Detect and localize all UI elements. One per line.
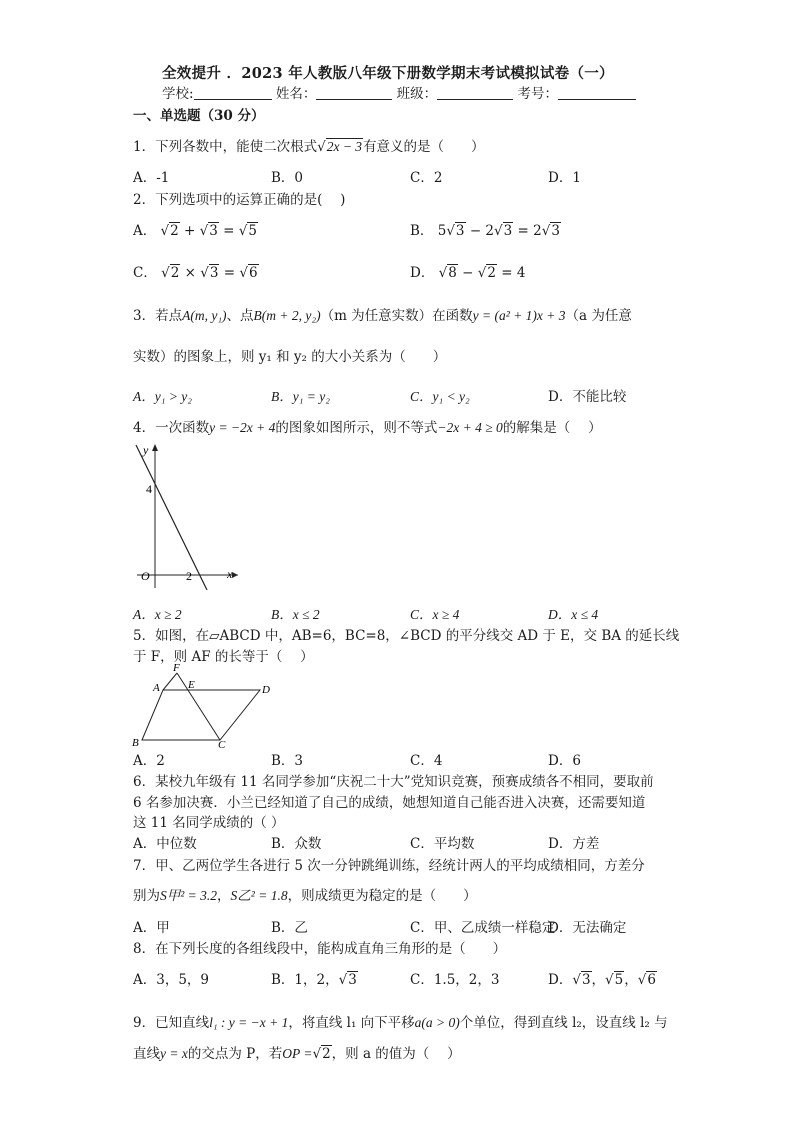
q5-option-d[interactable]: D．6 — [548, 753, 581, 769]
q3-text: （m 为任意实数）在函数 — [320, 308, 473, 324]
exam-no-blank[interactable] — [558, 85, 636, 100]
sqrt-sign-icon: √ — [637, 972, 647, 988]
question-6-stem-line1: 6．某校九年级有 11 名同学参加“庆祝二十大”党知识竞赛，预赛成绩各不相同，要取前 — [133, 774, 654, 790]
sqrt-sign-icon: √ — [312, 1046, 322, 1062]
question-6-stem-line2: 6 名参加决赛．小兰已经知道了自己的成绩，她想知道自己能否进入决赛，还需要知道 — [133, 795, 646, 811]
point-e-label: E — [188, 679, 195, 691]
q8-option-c[interactable]: C．1.5，2，3 — [410, 972, 500, 988]
q3-option-d[interactable]: D．不能比较 — [548, 389, 627, 405]
q3-text: 3．若点 — [133, 308, 183, 324]
sqrt-sign-icon: √ — [161, 265, 170, 281]
separator: ， — [591, 972, 606, 988]
q9-text: 直线 — [133, 1046, 160, 1062]
y-intercept-label: 4 — [146, 482, 152, 496]
line-y-equals-x: y = x — [160, 1046, 188, 1061]
q4-text: 的图象如图所示，则不等式 — [275, 420, 438, 436]
radicand: 2 — [322, 1046, 331, 1062]
radicand: 3 — [503, 223, 513, 239]
q8-option-a[interactable]: A．3，5，9 — [133, 972, 210, 988]
coefficient: 5 — [437, 223, 447, 239]
q9-text: 9．已知直线 — [133, 1015, 210, 1031]
sqrt-sign-icon: √ — [438, 265, 448, 281]
question-9-stem-line2 — [133, 1042, 461, 1062]
sqrt-sign-icon: √ — [160, 223, 170, 239]
q2-option-a[interactable] — [133, 219, 258, 239]
q2-option-c[interactable] — [133, 261, 259, 281]
radicand: 3 — [455, 223, 465, 239]
radicand: 6 — [647, 972, 656, 988]
variance-jia: S甲² = 3.2 — [160, 888, 218, 903]
q1-option-d[interactable]: D．1 — [548, 170, 581, 186]
parallelogram-abcd — [142, 690, 260, 740]
q1-option-b[interactable]: B．0 — [271, 170, 304, 186]
q7-option-d[interactable]: D．无法确定 — [548, 920, 627, 936]
origin-label: O — [141, 569, 150, 583]
function-expression: y = (a² + 1)x + 3 — [472, 308, 566, 323]
q1-option-c[interactable]: C．2 — [410, 170, 443, 186]
sqrt-sign-icon: √ — [572, 972, 581, 988]
question-7-stem-line2 — [133, 884, 477, 904]
q2-d-label: D． — [410, 265, 435, 281]
question-3-stem-line2: 实数）的图象上，则 y₁ 和 y₂ 的大小关系为（ ） — [133, 349, 447, 365]
sqrt-sign-icon: √ — [541, 223, 551, 239]
y-axis-arrow-icon — [152, 444, 158, 451]
q9-text: 的交点为 P，若 — [187, 1046, 283, 1062]
point-b: B(m + 2, y₂) — [253, 308, 321, 323]
sqrt-sign-icon: √ — [446, 223, 455, 239]
operator: + — [184, 223, 196, 239]
q9-text: 个单位，得到直线 l₂，设直线 l₂ 与 — [459, 1015, 668, 1031]
operator: × — [184, 265, 196, 281]
sqrt-sign-icon: √ — [338, 972, 348, 988]
q7-option-c[interactable]: C．甲、乙成绩一样稳定 — [410, 920, 556, 936]
radicand: 5 — [614, 972, 624, 988]
q4-linear-function-graph — [133, 440, 243, 590]
radicand: 3 — [209, 223, 218, 239]
radicand: 3 — [348, 972, 357, 988]
line-l1-expression: l₁ : y = −x + 1 — [209, 1015, 289, 1030]
q1-text-pre: 1．下列各数中，能使二次根式 — [133, 139, 318, 155]
radicand: 6 — [248, 265, 258, 281]
radicand: 3 — [581, 972, 591, 988]
question-9-stem-line1 — [133, 1011, 668, 1031]
x-intercept-label: 2 — [186, 569, 192, 583]
q3-text: （a 为任意 — [565, 308, 632, 324]
function-expression: y = −2x + 4 — [209, 420, 276, 435]
q2-c-label: C． — [133, 265, 157, 281]
q8-b-text: B．1，2， — [271, 972, 339, 988]
operator: = 4 — [501, 265, 526, 281]
question-2-stem: 2．下列选项中的运算正确的是( ) — [133, 192, 346, 208]
shift-expression: a(a > 0) — [414, 1015, 460, 1030]
operator: = — [223, 223, 235, 239]
q1-radicand: 2x − 3 — [326, 139, 363, 154]
vertex-f-label: F — [173, 662, 180, 674]
q4-option-c[interactable]: C．x ≥ 4 — [410, 607, 460, 622]
q2-option-d[interactable] — [410, 261, 525, 281]
q7-text: ，则成绩更为稳定的是（ ） — [287, 888, 477, 904]
q8-option-d[interactable] — [548, 968, 657, 988]
q4-option-b[interactable]: B．x ≤ 2 — [271, 607, 320, 622]
q3-option-a[interactable]: A．y₁ > y₂ — [133, 389, 192, 404]
q2-option-b[interactable] — [410, 219, 561, 239]
sqrt-sign-icon: √ — [238, 223, 248, 239]
question-1-stem — [133, 135, 485, 155]
q8-d-text: D． — [548, 972, 573, 988]
x-axis-label: x — [227, 567, 233, 581]
q7-option-b[interactable]: B．乙 — [271, 920, 308, 936]
q7-separator: ， — [217, 888, 231, 904]
q9-text: ，则 a 的值为（ ） — [331, 1046, 461, 1062]
x-axis-arrow-icon — [232, 572, 238, 578]
radicand: 8 — [448, 265, 457, 281]
q5-option-a[interactable]: A．2 — [133, 753, 165, 769]
q5-option-c[interactable]: C．4 — [410, 753, 443, 769]
q7-text: 别为 — [133, 888, 160, 904]
radicand: 5 — [248, 223, 257, 239]
sqrt-sign-icon: √ — [477, 265, 487, 281]
q1-option-a[interactable]: A．-1 — [133, 170, 170, 186]
q6-option-a[interactable]: A．中位数 — [133, 836, 197, 852]
q2-a-label: A． — [133, 223, 157, 239]
sqrt-sign-icon: √ — [605, 972, 614, 988]
q8-option-b[interactable] — [271, 968, 358, 988]
operator: − — [462, 265, 474, 281]
sqrt-sign-icon: √ — [239, 265, 248, 281]
question-6-stem-line3: 这 11 名同学成绩的（ ） — [133, 815, 285, 831]
school-label: 学校: — [162, 86, 194, 102]
op-expression: OP = — [282, 1046, 313, 1061]
radicand: 2 — [170, 265, 180, 281]
class-blank[interactable] — [437, 85, 513, 100]
page-title: 全效提升 ．2023 年人教版八年级下册数学期末考试模拟试卷（一） — [162, 65, 614, 82]
question-5-stem-line1: 5．如图，在▱ABCD 中，AB=6，BC=8，∠BCD 的平分线交 AD 于 E，交 BA 的延长线 — [133, 628, 680, 644]
q3-option-b[interactable]: B．y₁ = y₂ — [271, 389, 330, 404]
student-info-row — [162, 82, 636, 102]
variance-yi: S乙² = 1.8 — [230, 888, 288, 903]
q9-text: ，将直线 l₁ 向下平移 — [288, 1015, 415, 1031]
question-4-stem — [133, 416, 602, 436]
name-blank[interactable] — [316, 85, 392, 100]
separator: ， — [624, 972, 638, 988]
angle-bisector-cf — [177, 673, 220, 740]
radicand: 2 — [170, 223, 179, 239]
q5-parallelogram-figure — [130, 660, 270, 750]
sqrt-sign-icon: √ — [494, 223, 503, 239]
q2-b-label: B． — [410, 223, 434, 239]
inequality-expression: −2x + 4 ≥ 0 — [437, 420, 503, 435]
q3-option-c[interactable]: C．y₁ < y₂ — [410, 389, 470, 404]
q7-option-a[interactable]: A．甲 — [133, 920, 170, 936]
q6-option-c[interactable]: C．平均数 — [410, 836, 475, 852]
q4-text: 的解集是（ ） — [502, 420, 602, 436]
y-axis-label: y — [143, 443, 149, 457]
question-8-stem: 8．在下列长度的各组线段中，能构成直角三角形的是（ ） — [133, 941, 507, 957]
q3-text: 、点 — [226, 308, 254, 324]
class-label: 班级： — [396, 86, 438, 102]
operator: = 2 — [517, 223, 542, 239]
vertex-a-label: A — [153, 682, 160, 694]
vertex-b-label: B — [132, 737, 139, 749]
vertex-c-label: C — [218, 739, 226, 750]
q4-text: 4．一次函数 — [133, 420, 210, 436]
sqrt-sign-icon: √ — [200, 265, 209, 281]
point-a: A(m, y₁) — [182, 308, 227, 323]
q4-option-a[interactable]: A．x ≥ 2 — [133, 607, 182, 622]
sqrt-sign-icon: √ — [199, 223, 209, 239]
sqrt-sign-icon: √ — [317, 139, 326, 155]
q6-option-d[interactable]: D．方差 — [548, 836, 600, 852]
extension-ba-to-f — [163, 673, 177, 690]
question-5-stem-line2: 于 F，则 AF 的长等于（ ） — [133, 649, 314, 665]
q1-text-post: 有意义的是（ ） — [363, 139, 485, 155]
exam-no-label: 考号： — [517, 86, 558, 102]
operator: = — [223, 265, 236, 281]
q4-option-d[interactable]: D．x ≤ 4 — [548, 607, 599, 622]
question-3-stem-line1 — [133, 304, 632, 324]
school-blank[interactable] — [194, 85, 272, 100]
section-heading: 一、单选题（30 分） — [133, 108, 265, 124]
radicand: 3 — [551, 223, 560, 239]
radicand: 2 — [487, 265, 496, 281]
q6-option-b[interactable]: B．众数 — [271, 836, 322, 852]
operator: − 2 — [469, 223, 495, 239]
question-7-stem-line1: 7．甲、乙两位学生各进行 5 次一分钟跳绳训练，经统计两人的平均成绩相同，方差分 — [133, 858, 645, 874]
name-label: 姓名： — [275, 86, 317, 102]
q5-option-b[interactable]: B．3 — [271, 753, 304, 769]
radicand: 3 — [209, 265, 219, 281]
vertex-d-label: D — [262, 684, 270, 696]
